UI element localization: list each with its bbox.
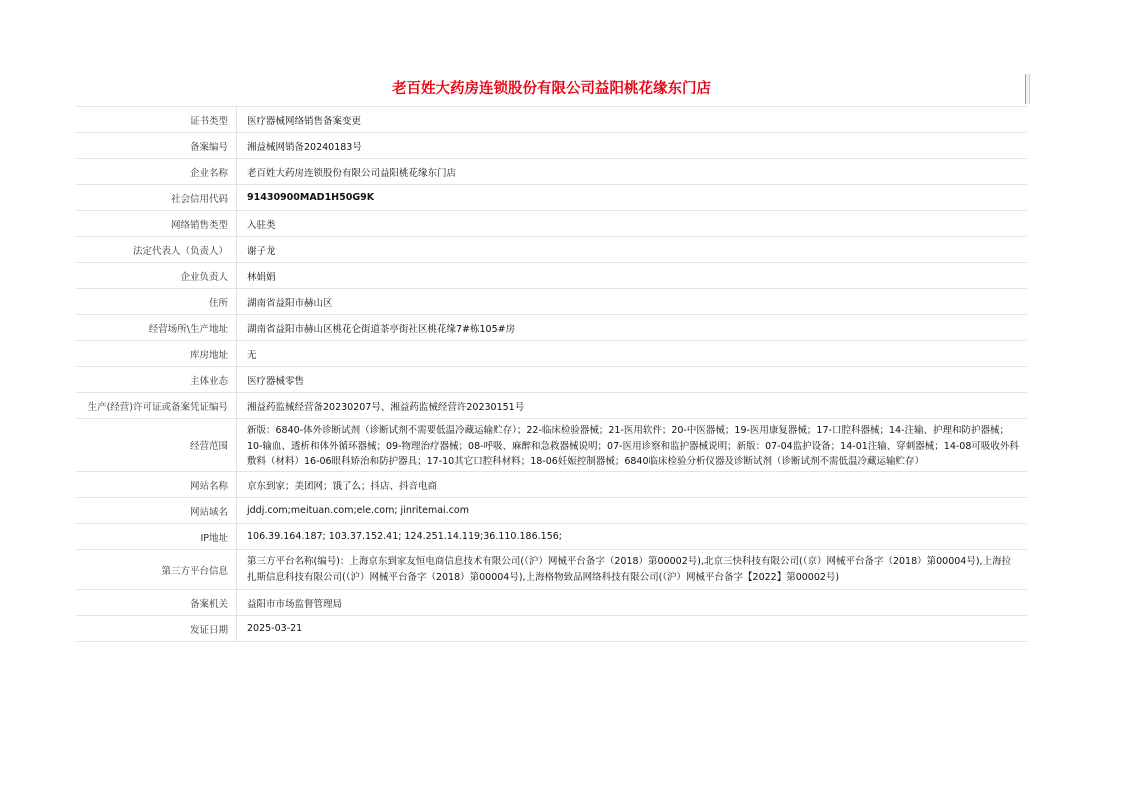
field-value: 湘益械网销备20240183号 [247, 141, 362, 153]
field-row-authority [76, 590, 1027, 616]
field-row-residence [76, 289, 1027, 315]
field-label: 生产(经营)许可证或备案凭证编号 [76, 393, 237, 418]
field-label: 企业名称 [76, 159, 237, 184]
scrollbar[interactable] [1025, 74, 1030, 104]
field-label: 备案编号 [76, 133, 237, 158]
field-row-manager [76, 263, 1027, 289]
field-value: 入驻类 [247, 219, 276, 231]
field-label: 证书类型 [76, 107, 237, 132]
field-label: 主体业态 [76, 367, 237, 392]
field-row-website-name [76, 472, 1027, 498]
field-value: 106.39.164.187; 103.37.152.41; 124.251.14.119;36.110.186.156; [247, 531, 562, 542]
field-value: 2025-03-21 [247, 623, 303, 634]
field-row-cert-type [76, 107, 1027, 133]
field-value: 91430900MAD1H50G9K [247, 192, 375, 203]
field-value: 湘益药监械经营备20230207号、湘益药监械经营许20230151号 [247, 401, 525, 413]
field-label: 发证日期 [76, 616, 237, 641]
field-label: 社会信用代码 [76, 185, 237, 210]
field-label: 第三方平台信息 [76, 550, 237, 589]
field-row-credit-code [76, 185, 1027, 211]
field-value: 谢子龙 [247, 245, 276, 257]
field-row-ip-address [76, 524, 1027, 550]
field-value: jddj.com;meituan.com;ele.com; jinritemai.com [247, 505, 469, 516]
field-label: 经营范围 [76, 419, 237, 471]
page-title: 老百姓大药房连锁股份有限公司益阳桃花缘东门店 [76, 72, 1027, 107]
field-value: 新版：6840-体外诊断试剂（诊断试剂不需要低温冷藏运输贮存）；22-临床检验器械；21-医用软件；20-中医器械；19-医用康复器械；17-口腔科器械；14-注输、护理和防护器械；10-输血、透析和体外循环器械；09-物理治疗器械；08-呼吸、麻醉和急救器械说明；07-医用诊察和监护器械说明；新版：07-04监护设备；14-01注输、穿刺器械；14-08可吸收外科敷料（材料）16-06眼科矫治和防护器具；17-10其它口腔科材料；18-06妊娠控制器械；6840临床检验分析仪器及诊断试剂（诊断试剂不需低温冷藏运输贮存） [247, 425, 1019, 467]
field-label: 库房地址 [76, 341, 237, 366]
field-value: 京东到家；美团网；饿了么；抖店、抖音电商 [247, 480, 438, 492]
record-sheet [76, 72, 1027, 642]
field-value: 林娟娟 [247, 271, 276, 283]
field-label: 网站域名 [76, 498, 237, 523]
field-row-business-format [76, 367, 1027, 393]
field-value: 湖南省益阳市赫山区 [247, 297, 333, 309]
field-value: 无 [247, 349, 257, 361]
field-label: 备案机关 [76, 590, 237, 615]
field-row-sales-type [76, 211, 1027, 237]
field-row-business-address [76, 315, 1027, 341]
field-value: 益阳市市场监督管理局 [247, 598, 343, 610]
field-row-warehouse-address [76, 341, 1027, 367]
field-label: 经营场所\生产地址 [76, 315, 237, 340]
field-label: IP地址 [76, 524, 237, 549]
field-row-license-number [76, 393, 1027, 419]
field-value: 医疗器械零售 [247, 375, 305, 387]
field-row-website-domain [76, 498, 1027, 524]
field-row-third-party [76, 550, 1027, 590]
field-row-record-number [76, 133, 1027, 159]
field-row-business-scope [76, 419, 1027, 472]
field-value: 第三方平台名称(编号)：上海京东到家友恒电商信息技术有限公司(（沪）网械平台备字（2018）第00002号),北京三快科技有限公司(（京）网械平台备字（2018）第00004号),上海拉扎斯信息科技有限公司(（沪）网械平台备字（2018）第00004号),上海格物致品网络科技有限公司(（沪）网械平台备字【2022】第00002号) [247, 556, 1012, 583]
field-row-issue-date [76, 616, 1027, 642]
field-label: 网络销售类型 [76, 211, 237, 236]
field-row-legal-rep [76, 237, 1027, 263]
field-row-company-name [76, 159, 1027, 185]
field-value: 医疗器械网络销售备案变更 [247, 115, 362, 127]
field-label: 网站名称 [76, 472, 237, 497]
field-value: 老百姓大药房连锁股份有限公司益阳桃花缘东门店 [247, 167, 457, 179]
field-value: 湖南省益阳市赫山区桃花仑街道茶亭街社区桃花缘7#栋105#房 [247, 323, 516, 335]
field-label: 法定代表人（负责人） [76, 237, 237, 262]
field-label: 住所 [76, 289, 237, 314]
field-label: 企业负责人 [76, 263, 237, 288]
